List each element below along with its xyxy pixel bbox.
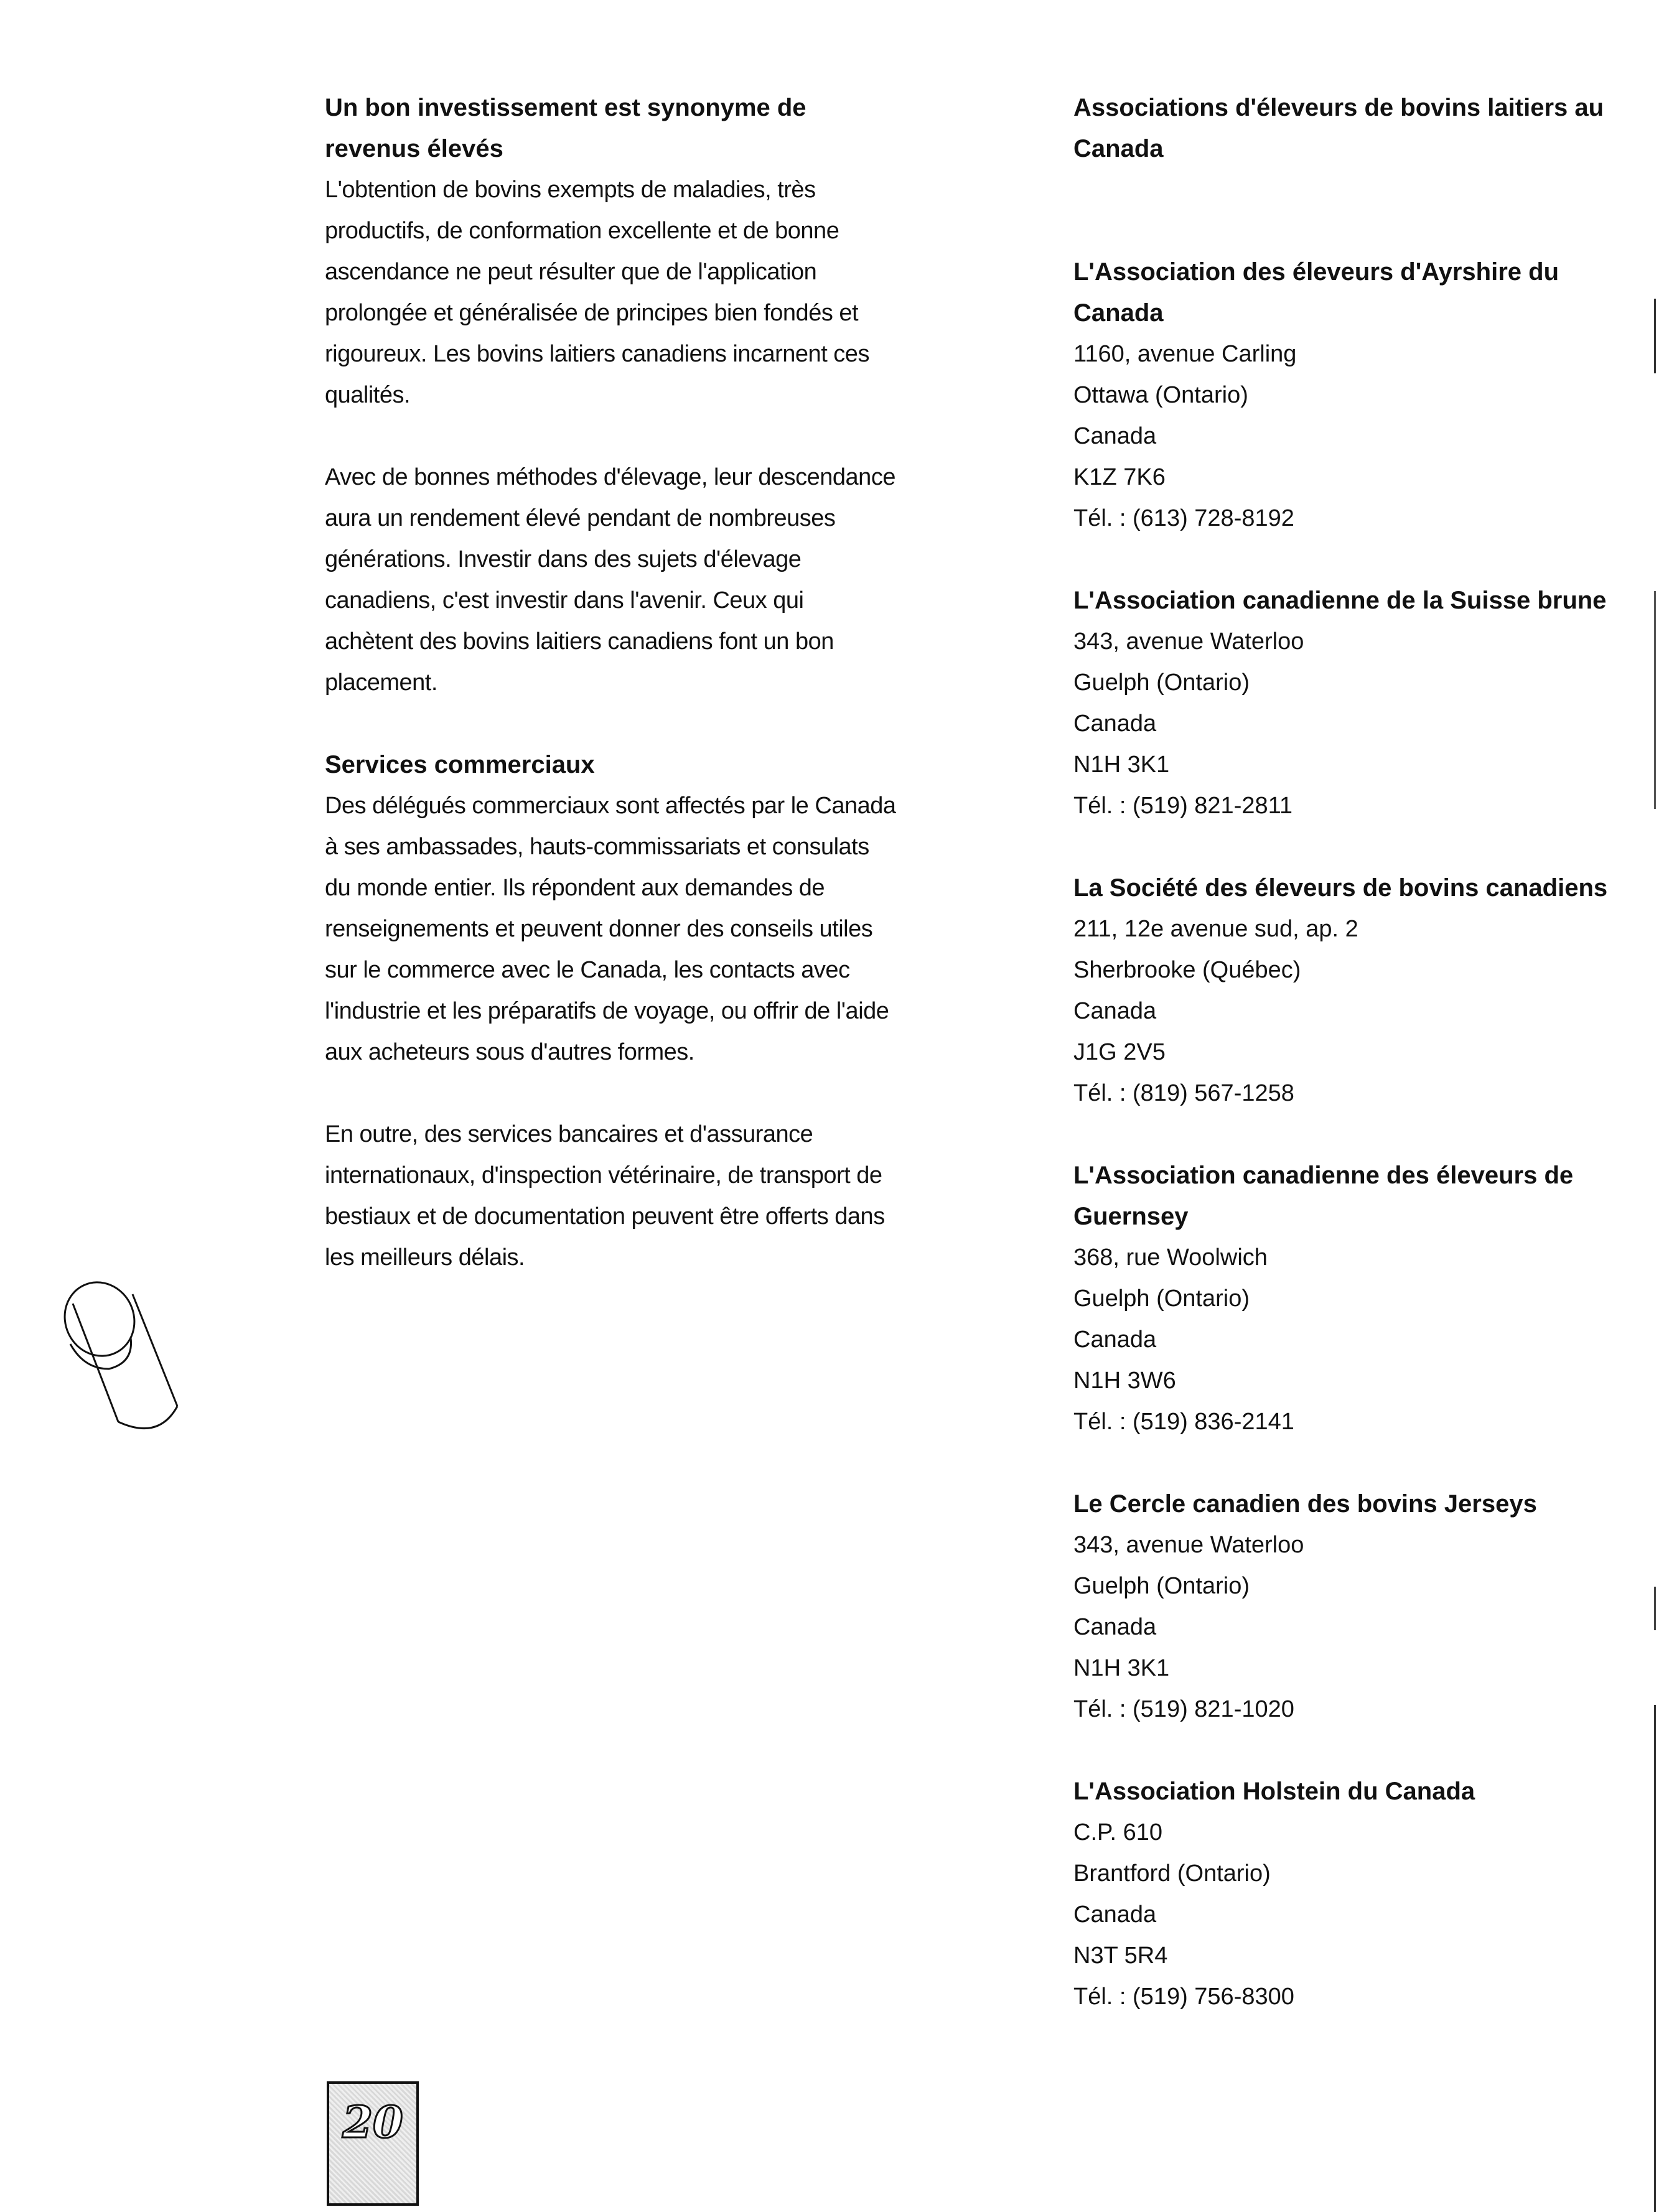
- phone-number: Tél. : (819) 567-1258: [1073, 1080, 1294, 1106]
- section-investissement: [325, 87, 897, 703]
- association-entry: [1073, 1155, 1646, 1442]
- postal-code: N1H 3K1: [1073, 1655, 1170, 1681]
- association-name: L'Association canadienne des éleveurs de Guernsey: [1073, 1162, 1574, 1230]
- address-line: Brantford (Ontario): [1073, 1860, 1271, 1887]
- section-heading: Services commerciaux: [325, 751, 595, 778]
- address-line: Canada: [1073, 1902, 1157, 1928]
- paragraph: L'obtention de bovins exempts de maladies, très productifs, de conformation excellente et de bonne ascendance ne peut résulter que de l'application prolongée et généralisée de principes bien fondés et rigoureux. Les bovins laitiers canadiens incarnent ces qualités.: [325, 177, 869, 408]
- address-line: 211, 12e avenue sud, ap. 2: [1073, 916, 1358, 942]
- page-number: 20: [342, 2096, 403, 2148]
- postal-code: N3T 5R4: [1073, 1943, 1168, 1969]
- association-entry: [1073, 251, 1646, 539]
- association-entry: [1073, 1771, 1646, 2017]
- right-column: [1073, 87, 1646, 2058]
- address-line: Canada: [1073, 1327, 1157, 1353]
- association-entry: [1073, 867, 1646, 1114]
- phone-number: Tél. : (613) 728-8192: [1073, 505, 1294, 531]
- phone-number: Tél. : (519) 756-8300: [1073, 1984, 1294, 2010]
- address-line: Guelph (Ontario): [1073, 1286, 1250, 1312]
- associations-title: Associations d'éleveurs de bovins laitiers au Canada: [1073, 94, 1604, 162]
- postal-code: N1H 3K1: [1073, 752, 1170, 778]
- paragraph: En outre, des services bancaires et d'assurance internationaux, d'inspection vétérinaire, de transport de bestiaux et de documentation peuvent être offerts dans les meilleurs délais.: [325, 1121, 885, 1271]
- address-line: Canada: [1073, 423, 1157, 449]
- postal-code: N1H 3W6: [1073, 1368, 1176, 1394]
- paragraph: Des délégués commerciaux sont affectés par le Canada à ses ambassades, hauts-commissariats et consulats du monde entier. Ils répondent aux demandes de renseignements et peuvent donner des conseils utiles sur le commerce avec le Canada, les contacts avec l'industrie et les préparatifs de voyage, ou offrir de l'aide aux acheteurs sous d'autres formes.: [325, 793, 896, 1065]
- association-name: La Société des éleveurs de bovins canadiens: [1073, 874, 1608, 902]
- phone-number: Tél. : (519) 836-2141: [1073, 1409, 1294, 1435]
- address-line: Guelph (Ontario): [1073, 1573, 1250, 1599]
- address-line: Canada: [1073, 1614, 1157, 1640]
- address-line: Ottawa (Ontario): [1073, 382, 1248, 408]
- address-line: 1160, avenue Carling: [1073, 341, 1297, 367]
- phone-number: Tél. : (519) 821-2811: [1073, 793, 1293, 819]
- association-entry: [1073, 1483, 1646, 1730]
- address-line: Canada: [1073, 711, 1157, 737]
- section-heading: Un bon investissement est synonyme de revenus élevés: [325, 94, 806, 162]
- address-line: 343, avenue Waterloo: [1073, 628, 1304, 655]
- association-name: L'Association canadienne de la Suisse brune: [1073, 587, 1607, 614]
- page-number-box: [327, 2081, 419, 2206]
- cylinder-icon: [59, 1269, 190, 1437]
- left-column: [325, 87, 897, 1319]
- address-line: 343, avenue Waterloo: [1073, 1532, 1304, 1558]
- paragraph: Avec de bonnes méthodes d'élevage, leur descendance aura un rendement élevé pendant de nombreuses générations. Investir dans des sujets d'élevage canadiens, c'est investir dans l'avenir. Ceux qui achètent des bovins laitiers canadiens font un bon placement.: [325, 464, 895, 696]
- postal-code: J1G 2V5: [1073, 1039, 1166, 1065]
- association-entry: [1073, 580, 1646, 826]
- postal-code: K1Z 7K6: [1073, 464, 1166, 490]
- association-name: Le Cercle canadien des bovins Jerseys: [1073, 1490, 1537, 1518]
- address-line: C.P. 610: [1073, 1819, 1162, 1846]
- address-line: Guelph (Ontario): [1073, 670, 1250, 696]
- association-name: L'Association Holstein du Canada: [1073, 1778, 1475, 1805]
- phone-number: Tél. : (519) 821-1020: [1073, 1696, 1294, 1722]
- address-line: Sherbrooke (Québec): [1073, 957, 1301, 983]
- section-services-commerciaux: [325, 744, 897, 1278]
- association-name: L'Association des éleveurs d'Ayrshire du Canada: [1073, 258, 1559, 327]
- scan-edge-line: [1654, 0, 1656, 2212]
- address-line: Canada: [1073, 998, 1157, 1024]
- address-line: 368, rue Woolwich: [1073, 1244, 1268, 1271]
